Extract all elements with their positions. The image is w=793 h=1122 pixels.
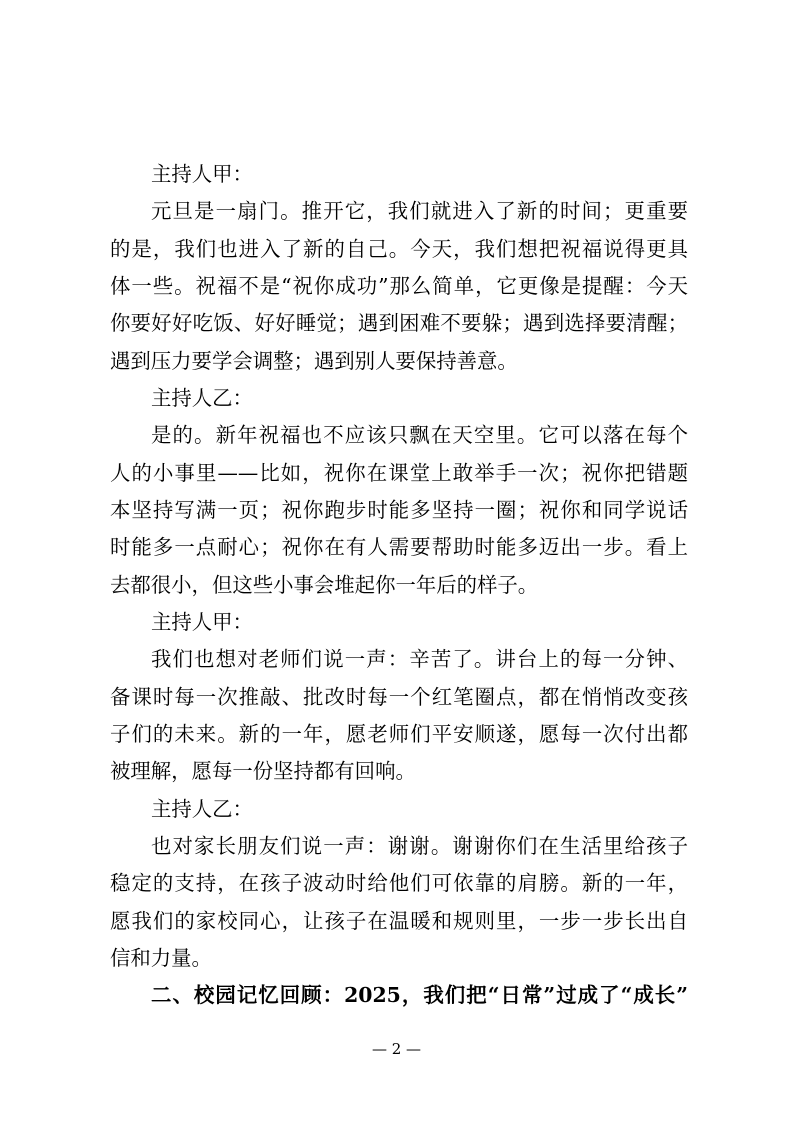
speaker-label: 主持人乙： xyxy=(151,796,253,821)
section-heading: 二、校园记忆回顾：2025，我们把“日常”过成了“成长” xyxy=(151,983,688,1008)
paragraph-line: 子们的未来。新的一年，愿老师们平安顺遂，愿每一次付出都 xyxy=(110,721,688,746)
document-body xyxy=(110,156,688,1015)
speaker-label: 主持人乙： xyxy=(151,385,253,410)
paragraph-line: 去都很小，但这些小事会堆起你一年后的样子。 xyxy=(110,572,539,597)
dialogue-block xyxy=(110,156,688,380)
paragraph-line: 体一些。祝福不是“祝你成功”那么简单，它更像是提醒：今天 xyxy=(110,273,688,298)
paragraph-line: 的是，我们也进入了新的自己。今天，我们想把祝福说得更具 xyxy=(110,236,688,261)
dialogue-block xyxy=(110,604,688,791)
dialogue-block xyxy=(110,380,688,604)
paragraph-line: 时能多一点耐心；祝你在有人需要帮助时能多迈出一步。看上 xyxy=(110,535,688,560)
paragraph-line: 人的小事里——比如，祝你在课堂上敢举手一次；祝你把错题 xyxy=(110,460,688,485)
paragraph-line: 被理解，愿每一份坚持都有回响。 xyxy=(110,759,416,784)
paragraph-line: 稳定的支持，在孩子波动时给他们可依靠的肩膀。新的一年， xyxy=(110,871,688,896)
paragraph-line: 备课时每一次推敲、批改时每一个红笔圈点，都在悄悄改变孩 xyxy=(110,684,688,709)
paragraph-line: 你要好好吃饭、好好睡觉；遇到困难不要躲；遇到选择要清醒； xyxy=(110,311,688,336)
speaker-label: 主持人甲： xyxy=(151,162,253,186)
dialogue-block xyxy=(110,791,688,978)
paragraph-line: 本坚持写满一页；祝你跑步时能多坚持一圈；祝你和同学说话 xyxy=(110,497,688,522)
speaker-label: 主持人甲： xyxy=(151,609,253,634)
paragraph-line: 信和力量。 xyxy=(110,945,212,970)
paragraph-line: 也对家长朋友们说一声：谢谢。谢谢你们在生活里给孩子 xyxy=(151,833,688,858)
paragraph-line: 遇到压力要学会调整；遇到别人要保持善意。 xyxy=(110,348,518,373)
paragraph-line: 是的。新年祝福也不应该只飘在天空里。它可以落在每个 xyxy=(151,423,688,448)
paragraph-line: 愿我们的家校同心，让孩子在温暖和规则里，一步一步长出自 xyxy=(110,908,688,933)
page-number: — 2 — xyxy=(371,1040,422,1058)
paragraph-line: 我们也想对老师们说一声：辛苦了。讲台上的每一分钟、 xyxy=(151,647,688,672)
paragraph-line: 元旦是一扇门。推开它，我们就进入了新的时间；更重要 xyxy=(151,199,688,224)
